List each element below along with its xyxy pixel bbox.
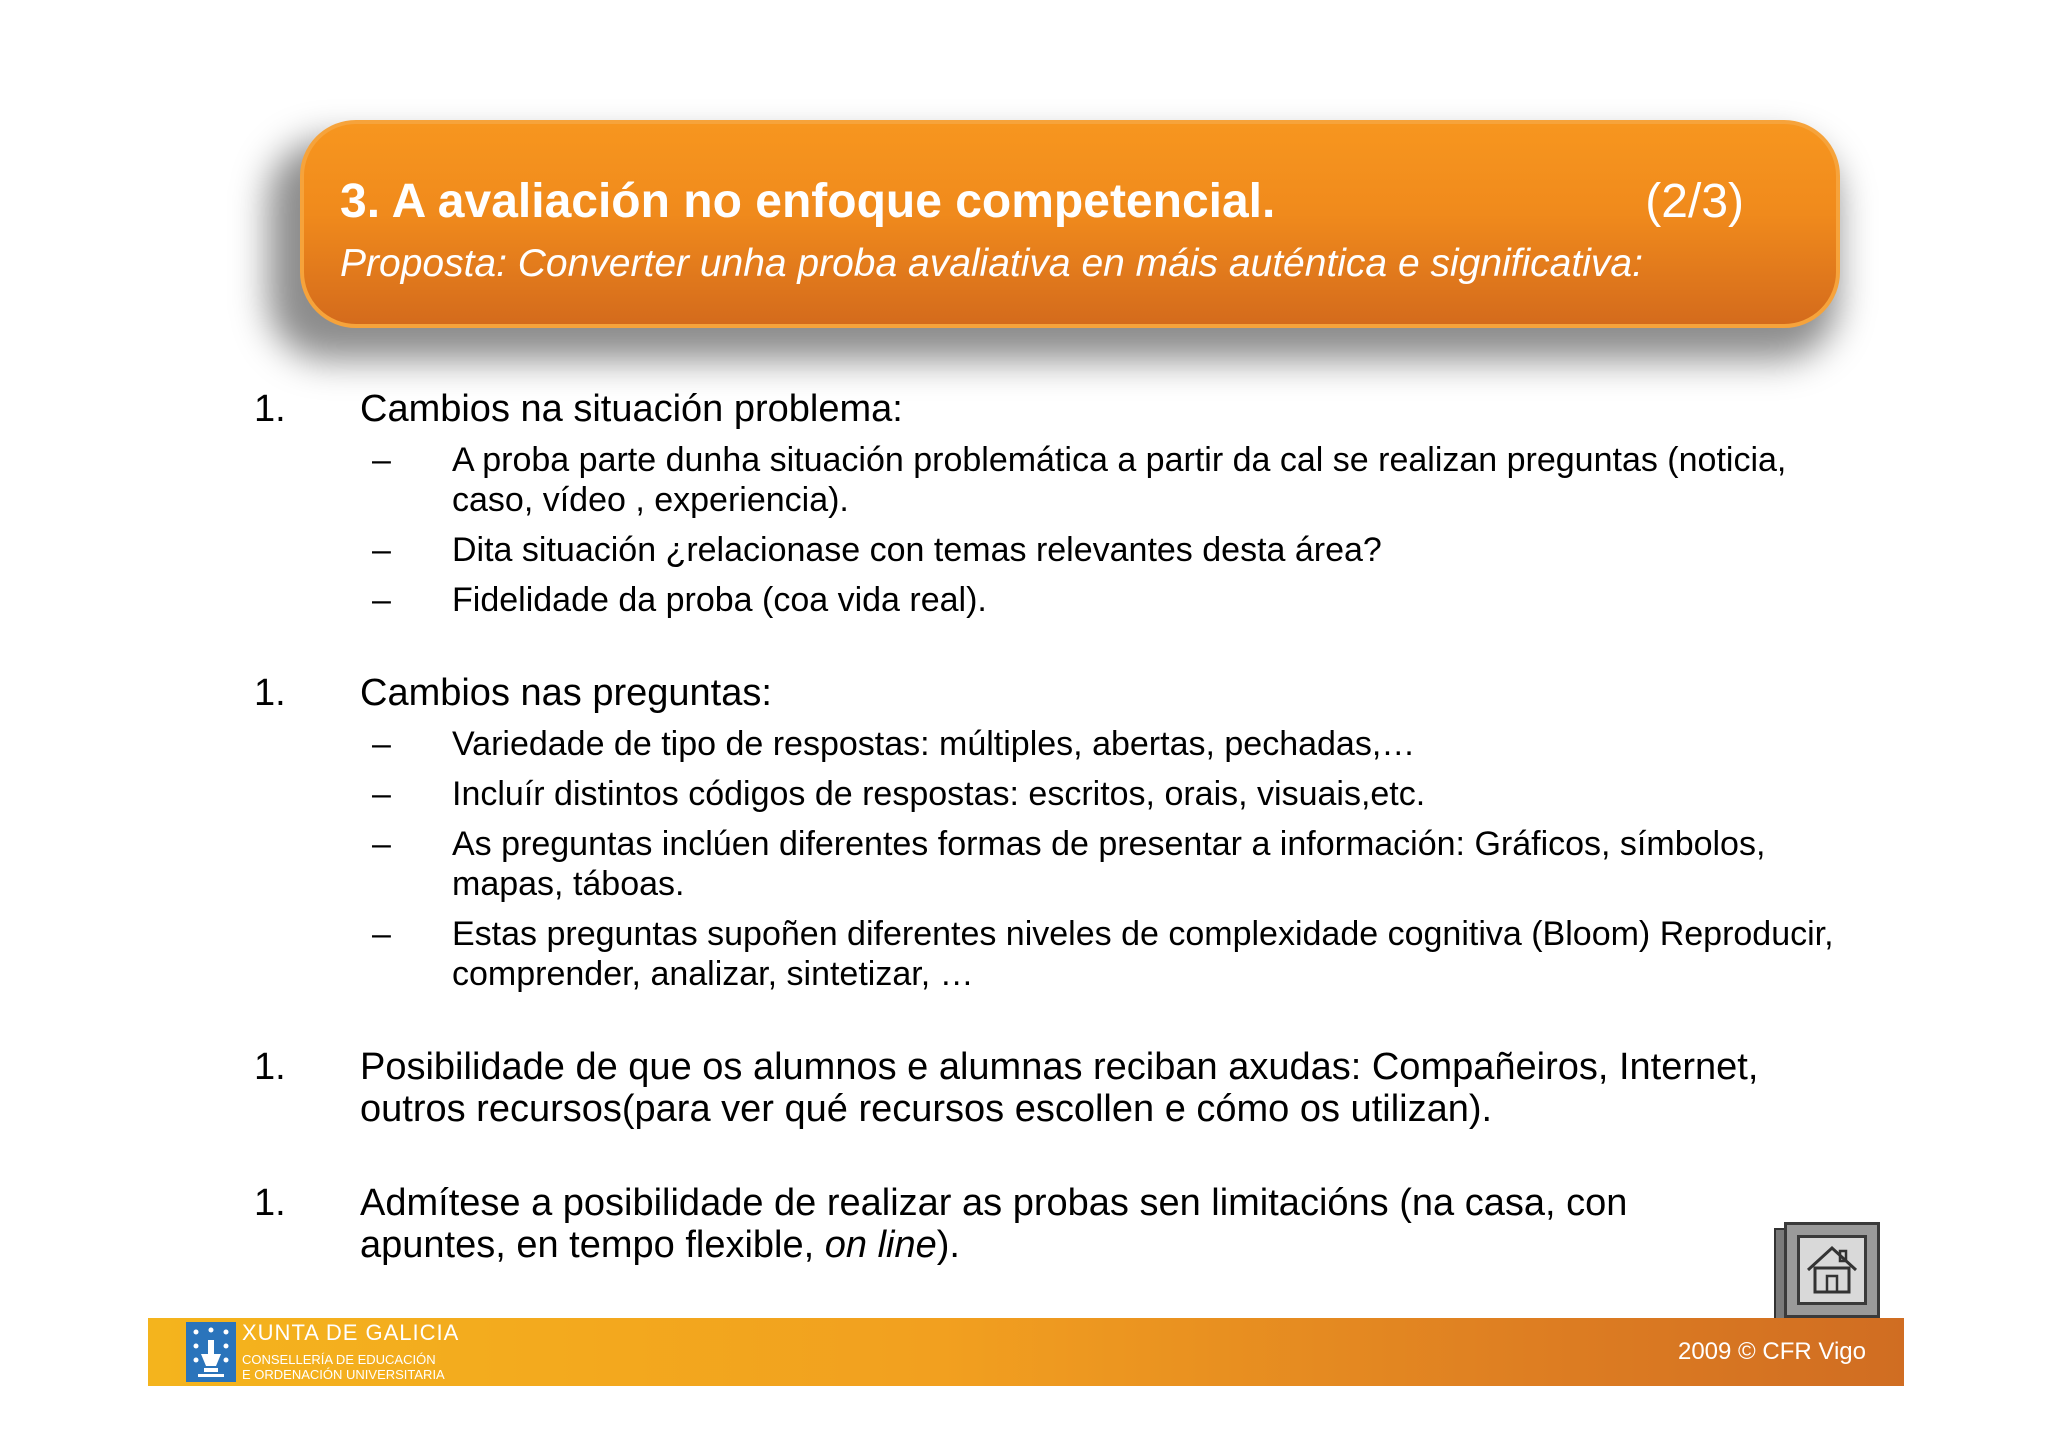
section-questions bbox=[254, 672, 1854, 994]
list-text-before: Admítese a posibilidade de realizar as probas sen limitacións (na casa, con apuntes, en tempo flexible, bbox=[360, 1182, 1628, 1266]
list-text bbox=[360, 1182, 1700, 1266]
sub-item bbox=[254, 530, 1854, 570]
header-subtitle: Proposta: Converter unha proba avaliativa en máis auténtica e significativa: bbox=[340, 242, 1643, 285]
list-text: Posibilidade de que os alumnos e alumnas reciban axudas: Compañeiros, Internet, outros recursos(para ver qué recursos escollen e cómo os utilizan). bbox=[360, 1046, 1759, 1130]
list-number: 1. bbox=[254, 388, 286, 430]
list-number: 1. bbox=[254, 672, 286, 714]
home-button[interactable] bbox=[1784, 1222, 1880, 1318]
list-text-italic: on line bbox=[824, 1224, 937, 1266]
content bbox=[254, 388, 1854, 1318]
dash-bullet: – bbox=[372, 725, 391, 763]
dash-bullet: – bbox=[372, 775, 391, 813]
list-text-after: ). bbox=[936, 1224, 960, 1266]
dash-bullet: – bbox=[372, 531, 391, 569]
sub-item-text: A proba parte dunha situación problemática a partir da cal se realizan preguntas (noticia, caso, vídeo , experiencia). bbox=[452, 441, 1787, 519]
logo-subtext bbox=[242, 1352, 445, 1382]
list-item bbox=[254, 1046, 1854, 1130]
logo-subtext-line: E ORDENACIÓN UNIVERSITARIA bbox=[242, 1367, 445, 1382]
sub-item bbox=[254, 580, 1854, 620]
sub-item-text: Incluír distintos códigos de respostas: escritos, orais, visuais,etc. bbox=[452, 775, 1426, 813]
section-help bbox=[254, 1046, 1854, 1130]
sub-list bbox=[254, 440, 1854, 620]
header-title: 3. A avaliación no enfoque competencial. bbox=[340, 175, 1276, 228]
section-situation bbox=[254, 388, 1854, 620]
sub-item bbox=[254, 824, 1854, 904]
sub-item-text: Fidelidade da proba (coa vida real). bbox=[452, 581, 987, 619]
page-indicator: (2/3) bbox=[1645, 175, 1744, 228]
footer bbox=[148, 1318, 1904, 1386]
home-button-face[interactable] bbox=[1797, 1235, 1867, 1305]
dash-bullet: – bbox=[372, 581, 391, 619]
sub-list bbox=[254, 724, 1854, 994]
sub-item-text: Estas preguntas supoñen diferentes niveles de complexidade cognitiva (Bloom) Reproducir, comprender, analizar, sintetizar, … bbox=[452, 915, 1834, 993]
sub-item-text: As preguntas inclúen diferentes formas de presentar a información: Gráficos, símbolos, mapas, táboas. bbox=[452, 825, 1766, 903]
list-text: Cambios na situación problema: bbox=[360, 388, 903, 430]
logo-text: XUNTA DE GALICIA bbox=[242, 1320, 460, 1345]
list-number: 1. bbox=[254, 1182, 286, 1224]
list-number: 1. bbox=[254, 1046, 286, 1088]
dash-bullet: – bbox=[372, 915, 391, 953]
sub-item bbox=[254, 914, 1854, 994]
dash-bullet: – bbox=[372, 825, 391, 863]
section-limits bbox=[254, 1182, 1854, 1266]
sub-item bbox=[254, 440, 1854, 520]
list-item bbox=[254, 1182, 1854, 1266]
sub-item bbox=[254, 724, 1854, 764]
sub-item-text: Variedade de tipo de respostas: múltiples, abertas, pechadas,… bbox=[452, 725, 1416, 763]
xunta-coat-of-arms-icon bbox=[186, 1322, 236, 1382]
logo-subtext-line: CONSELLERÍA DE EDUCACIÓN bbox=[242, 1352, 436, 1367]
home-icon bbox=[1800, 1238, 1864, 1302]
header-banner bbox=[300, 120, 1840, 328]
sub-item-text: Dita situación ¿relacionase con temas relevantes desta área? bbox=[452, 531, 1382, 569]
copyright: 2009 © CFR Vigo bbox=[1677, 1338, 1866, 1365]
list-text: Cambios nas preguntas: bbox=[360, 672, 772, 714]
list-item bbox=[254, 672, 1854, 714]
sub-item bbox=[254, 774, 1854, 814]
dash-bullet: – bbox=[372, 441, 391, 479]
list-item bbox=[254, 388, 1854, 430]
